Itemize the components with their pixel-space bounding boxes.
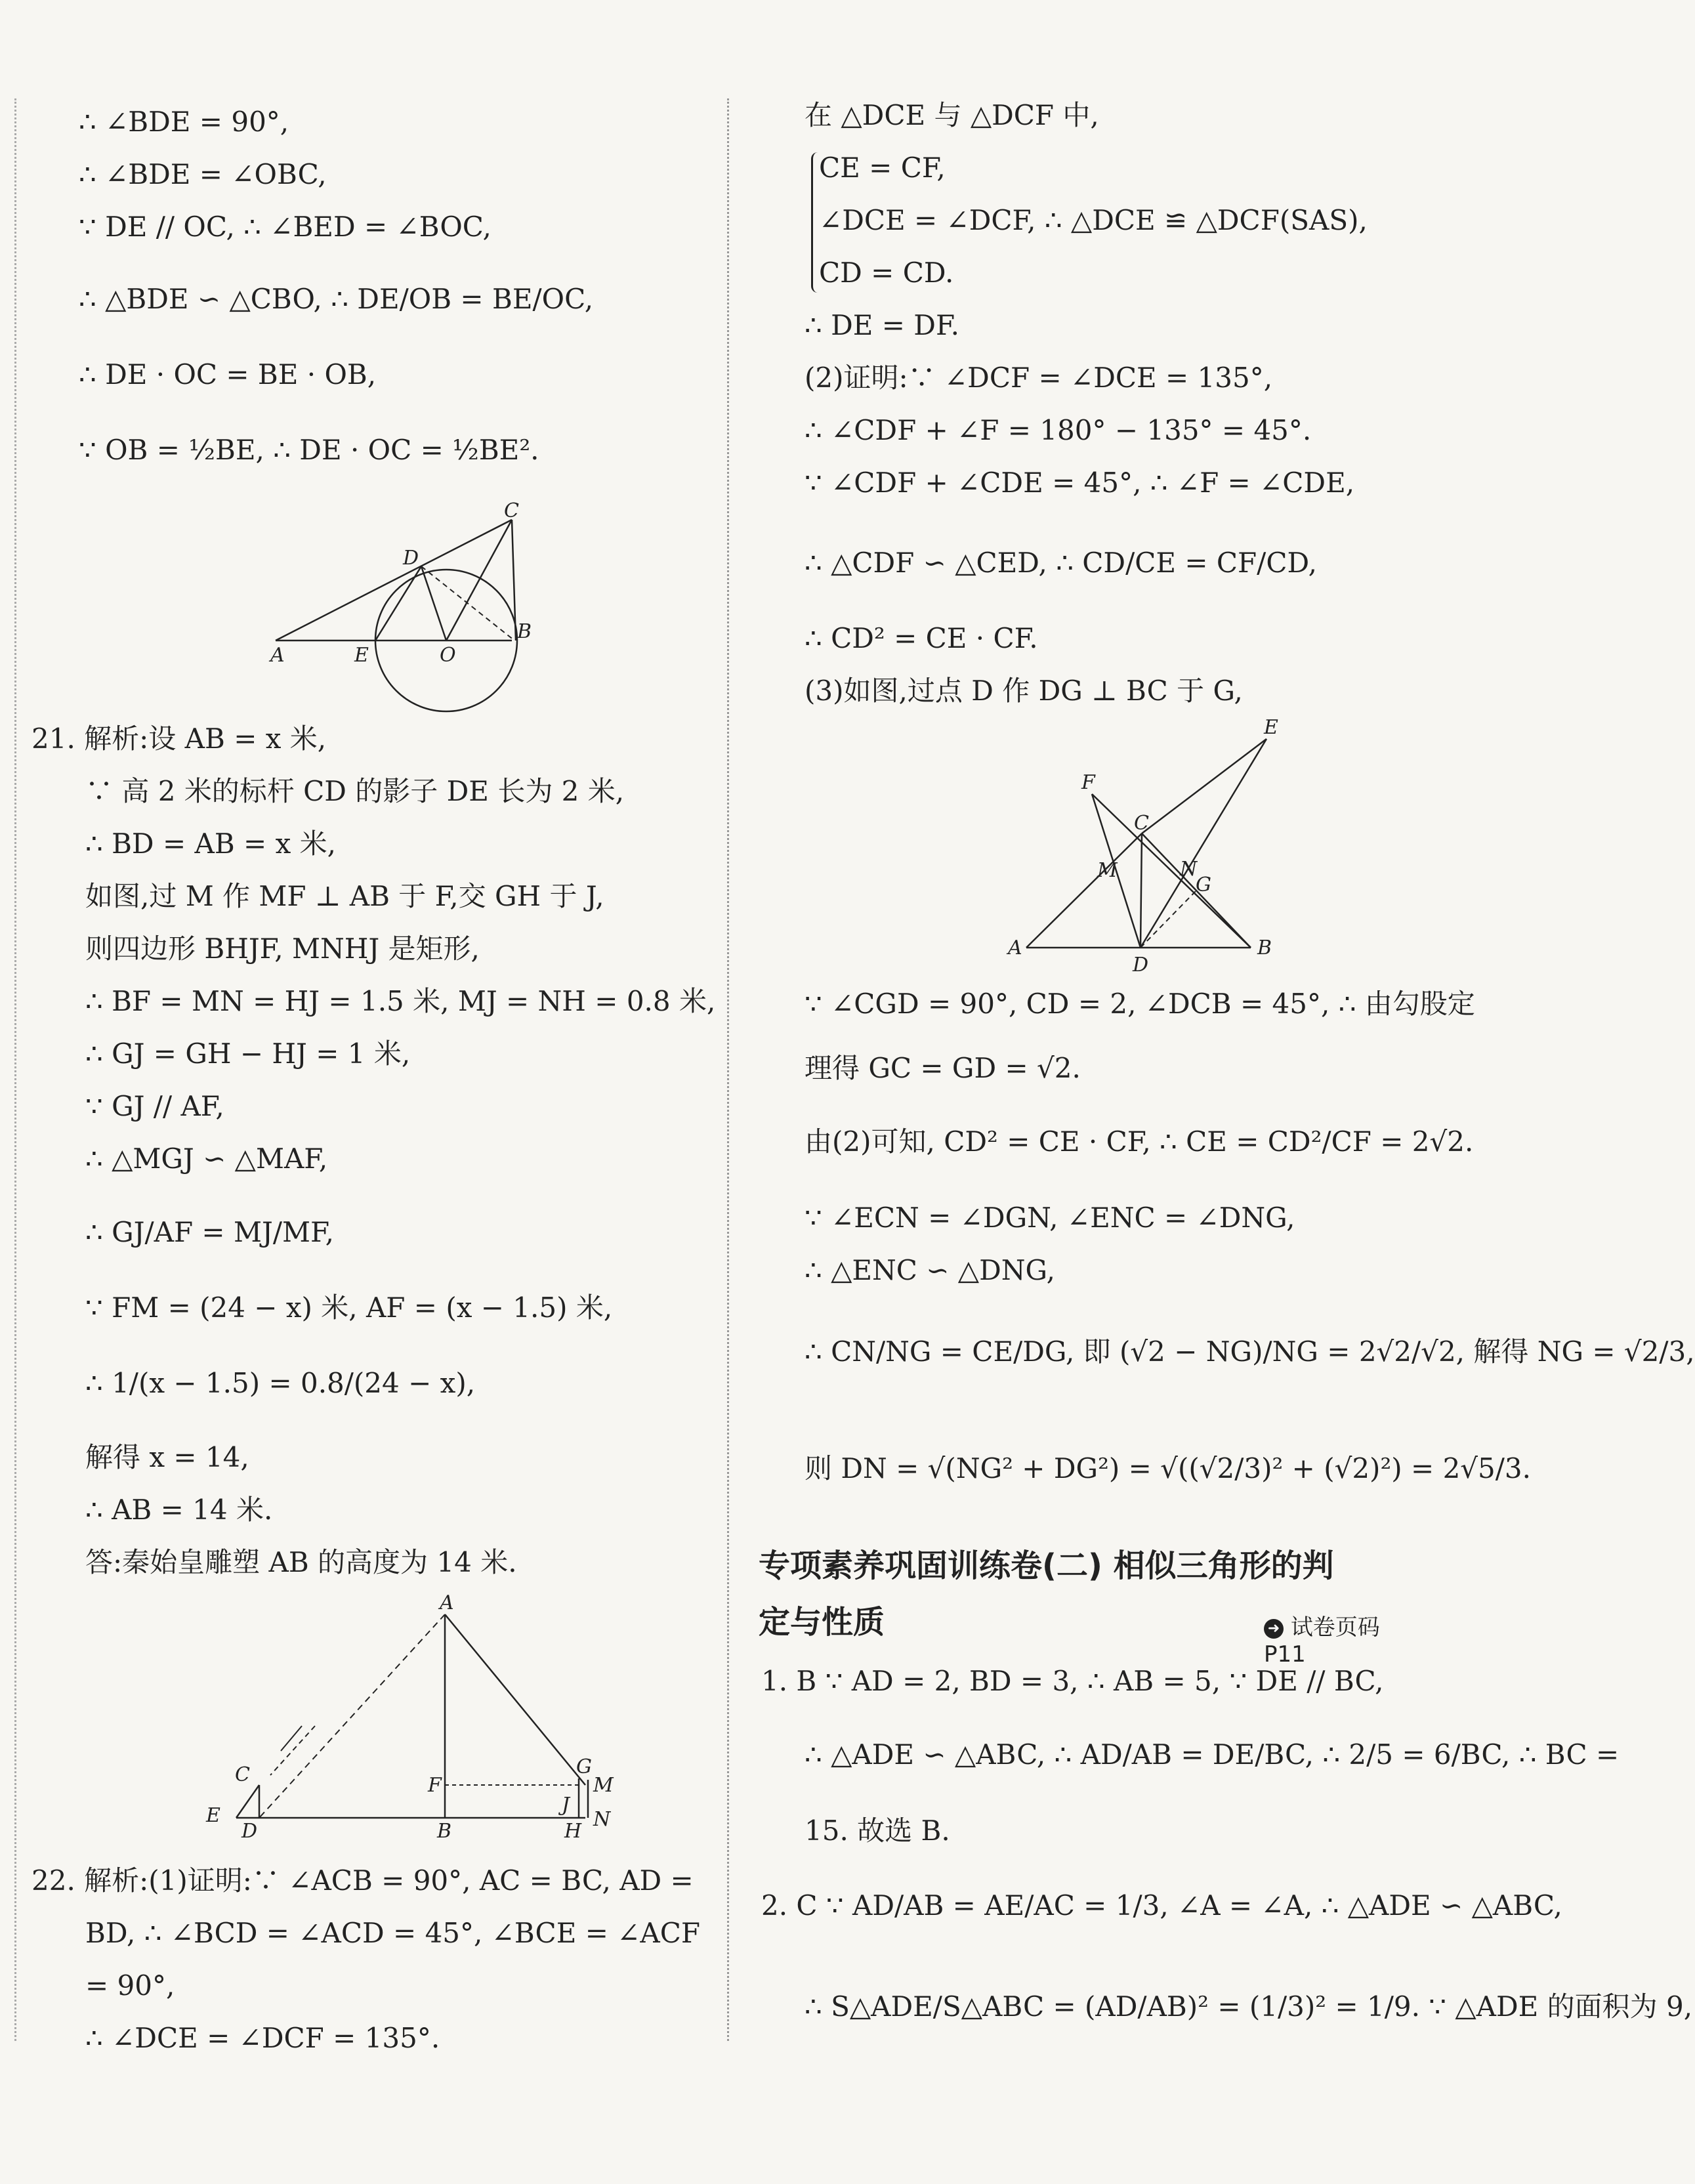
text-line: ∴ AB = 14 米.: [85, 1494, 273, 1526]
text-line: 如图,过 M 作 MF ⊥ AB 于 F,交 GH 于 J,: [85, 880, 604, 912]
text-line: ∴ 1/(x − 1.5) = 0.8/(24 − x),: [85, 1367, 476, 1399]
text-line: ∴ △CDF ∽ △CED, ∴ CD/CE = CF/CD,: [805, 547, 1317, 579]
figure-triangle-proof: [995, 715, 1336, 978]
fig2-label: G: [1196, 873, 1211, 896]
text-line: ∴ DE · OC = BE · OB,: [79, 358, 377, 390]
fig3-label: G: [576, 1755, 592, 1778]
fig2-label: A: [1008, 936, 1022, 959]
fig3-label: H: [564, 1820, 582, 1843]
text-line: CD = CD.: [819, 257, 954, 289]
page-reference-text: 试卷页码 P11: [1264, 1614, 1380, 1668]
figure-shadow: [197, 1591, 630, 1844]
fig3-label: M: [593, 1774, 614, 1797]
figure-circle-tangent: [249, 499, 564, 696]
fig1-label: C: [504, 499, 519, 522]
text-line: ∴ DE = DF.: [805, 309, 959, 341]
fig2-label: E: [1264, 716, 1278, 739]
text-line: ∵ 高 2 米的标杆 CD 的影子 DE 长为 2 米,: [85, 775, 625, 807]
text-line: ∴ △ADE ∽ △ABC, ∴ AD/AB = DE/BC, ∴ 2/5 = 6/BC, ∴ BC =: [805, 1738, 1620, 1771]
fig1-label: O: [440, 644, 456, 667]
fig3-label: A: [440, 1591, 454, 1614]
fig1-label: D: [403, 547, 419, 570]
text-line: ∴ GJ = GH − HJ = 1 米,: [85, 1038, 411, 1070]
text-line: ∵ ∠CDF + ∠CDE = 45°, ∴ ∠F = ∠CDE,: [805, 467, 1355, 499]
fig2-label: N: [1180, 858, 1198, 881]
text-line: ∴ ∠CDF + ∠F = 180° − 135° = 45°.: [805, 414, 1312, 446]
section-title: 专项素养巩固训练卷(二) 相似三角形的判: [759, 1547, 1334, 1584]
fig3-label: C: [235, 1763, 250, 1786]
text-line: BD, ∴ ∠BCD = ∠ACD = 45°, ∠BCE = ∠ACF: [85, 1917, 701, 1949]
text-line: ∴ BF = MN = HJ = 1.5 米, MJ = NH = 0.8 米,: [85, 985, 716, 1017]
problem-22-header: 22. 解析:(1)证明:∵ ∠ACB = 90°, AC = BC, AD =: [31, 1864, 694, 1897]
fig1-label: A: [270, 644, 285, 667]
text-line: ∴ △MGJ ∽ △MAF,: [85, 1143, 328, 1175]
fig2-label: M: [1097, 859, 1118, 882]
fig3-label: B: [437, 1820, 452, 1843]
text-line: CE = CF,: [819, 152, 946, 184]
text-line: 则 DN = √(NG² + DG²) = √((√2/3)² + (√2)²) = 2√5/3.: [805, 1452, 1531, 1484]
text-line: ∵ ∠CGD = 90°, CD = 2, ∠DCB = 45°, ∴ 由勾股定: [805, 988, 1475, 1020]
text-line: ∴ BD = AB = x 米,: [85, 828, 336, 860]
text-line: ∠DCE = ∠DCF, ∴ △DCE ≌ △DCF(SAS),: [819, 204, 1368, 236]
text-line: ∵ ∠ECN = ∠DGN, ∠ENC = ∠DNG,: [805, 1202, 1295, 1234]
fig1-label: E: [354, 644, 369, 667]
text-line: ∵ DE // OC, ∴ ∠BED = ∠BOC,: [79, 211, 492, 243]
fig3-label: N: [593, 1808, 611, 1831]
text-line: 则四边形 BHJF, MNHJ 是矩形,: [85, 933, 480, 965]
text-line: 由(2)可知, CD² = CE · CF, ∴ CE = CD²/CF = 2√2.: [805, 1125, 1474, 1158]
fig3-label: J: [562, 1794, 570, 1816]
text-line: ∵ OB = ½BE, ∴ DE · OC = ½BE².: [79, 434, 539, 466]
fig3-label: D: [241, 1820, 258, 1843]
page-reference-label: [1264, 1609, 1428, 1668]
text-line: ∴ GJ/AF = MJ/MF,: [85, 1216, 334, 1248]
text-line: ∴ △ENC ∽ △DNG,: [805, 1254, 1055, 1286]
text-line: 理得 GC = GD = √2.: [805, 1052, 1081, 1084]
text-line: 在 △DCE 与 △DCF 中,: [805, 99, 1099, 131]
text-line: = 90°,: [85, 1969, 175, 2002]
text-line: ∴ ∠DCE = ∠DCF = 135°.: [85, 2022, 440, 2054]
text-line: ∴ ∠BDE = ∠OBC,: [79, 158, 327, 190]
fig3-label: F: [428, 1774, 442, 1797]
text-line: 解得 x = 14,: [85, 1441, 249, 1473]
problem-21-header: 21. 解析:设 AB = x 米,: [31, 723, 327, 755]
text-line: (2)证明:∵ ∠DCF = ∠DCE = 135°,: [805, 362, 1273, 394]
text-line: ∴ S△ADE/S△ABC = (AD/AB)² = (1/3)² = 1/9. ∵ △ADE 的面积为 9,: [805, 1990, 1693, 2023]
answer-2: 2. C ∵ AD/AB = AE/AC = 1/3, ∠A = ∠A, ∴ △ADE ∽ △ABC,: [761, 1889, 1562, 1922]
fig2-label: B: [1257, 936, 1272, 959]
text-line: ∴ △BDE ∽ △CBO, ∴ DE/OB = BE/OC,: [79, 283, 594, 315]
text-line: ∴ CN/NG = CE/DG, 即 (√2 − NG)/NG = 2√2/√2, 解得 NG = √2/3,: [805, 1335, 1695, 1368]
text-line: 15. 故选 B.: [805, 1815, 950, 1847]
fig2-label: C: [1134, 812, 1149, 835]
text-line: ∵ GJ // AF,: [85, 1090, 224, 1122]
text-line: ∴ CD² = CE · CF.: [805, 622, 1038, 654]
text-line: ∵ FM = (24 − x) 米, AF = (x − 1.5) 米,: [85, 1292, 613, 1324]
fig1-label: B: [517, 620, 532, 643]
arrow-circle-icon: ➜: [1264, 1619, 1284, 1639]
text-line: ∴ ∠BDE = 90°,: [79, 106, 289, 138]
left-margin-rule: [14, 98, 16, 2041]
section-title-cont: 定与性质: [759, 1604, 885, 1641]
text-line: (3)如图,过点 D 作 DG ⊥ BC 于 G,: [805, 675, 1243, 707]
fig3-label: E: [206, 1804, 220, 1827]
text-line: 答:秦始皇雕塑 AB 的高度为 14 米.: [85, 1546, 517, 1578]
answer-1: 1. B ∵ AD = 2, BD = 3, ∴ AB = 5, ∵ DE // BC,: [761, 1665, 1384, 1697]
fig2-label: D: [1133, 954, 1149, 976]
column-divider: [727, 98, 729, 2041]
fig2-label: F: [1081, 771, 1095, 794]
